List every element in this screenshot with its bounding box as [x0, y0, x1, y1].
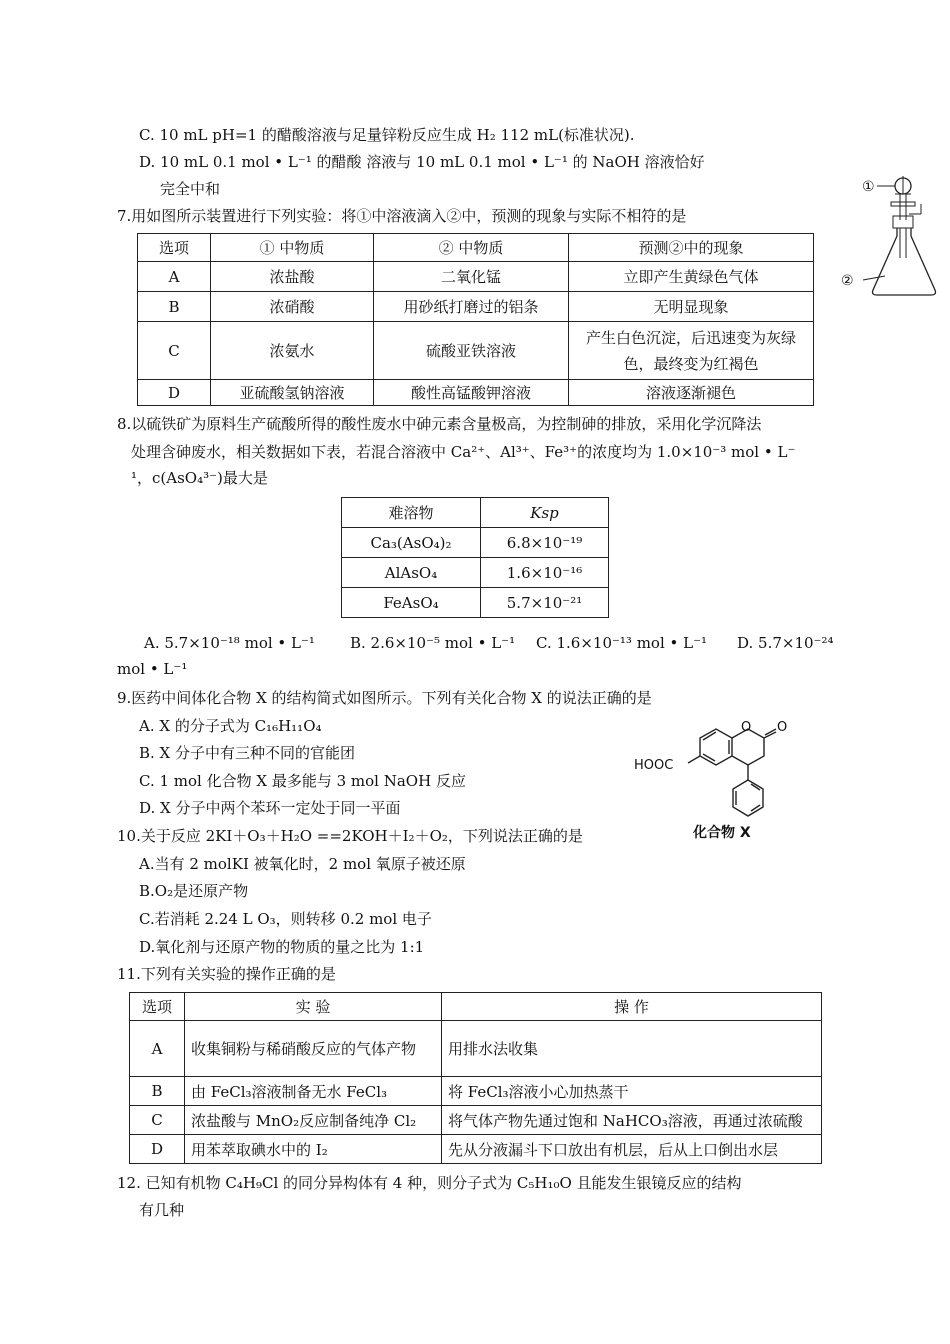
q7-cell: 硫酸亚铁溶液 [374, 322, 569, 380]
hooc-group-label: HOOC [634, 758, 674, 773]
q11-cell: 将 FeCl₃溶液小心加热蒸干 [442, 1077, 822, 1106]
q7-cell: 溶液逐渐褪色 [569, 380, 814, 406]
q7-cell: 用砂纸打磨过的铝条 [374, 292, 569, 322]
ksp-cell: FeAsO₄ [342, 588, 481, 618]
ksp-cell: 5.7×10⁻²¹ [481, 588, 609, 618]
q11-table [129, 992, 822, 1164]
carbonyl-oxygen-label: O [777, 720, 788, 735]
q11-header: 操 作 [442, 993, 822, 1021]
q11-cell: 先从分液漏斗下口放出有机层，后从上口倒出水层 [442, 1135, 822, 1164]
q7-cell: 浓盐酸 [211, 262, 374, 292]
q11-cell: 收集铜粉与稀硝酸反应的气体产物 [185, 1021, 442, 1077]
q8-stem: 8.以硫铁矿为原料生产硫酸所得的酸性废水中砷元素含量极高，为控制砷的排放，采用化学沉降法 [117, 415, 762, 433]
q12-stem: 12. 已知有机物 C₄H₉Cl 的同分异构体有 4 种，则分子式为 C₅H₁₀O 且能发生银镜反应的结构 [117, 1174, 742, 1192]
q7-cell: B [138, 292, 211, 322]
q11-cell: 用苯萃取碘水中的 I₂ [185, 1135, 442, 1164]
q11-header: 选项 [130, 993, 185, 1021]
q7-stem: 7.用如图所示装置进行下列实验：将①中溶液滴入②中，预测的现象与实际不相符的是 [117, 207, 687, 225]
q11-cell: 将气体产物先通过饱和 NaHCO₃溶液，再通过浓硫酸 [442, 1106, 822, 1135]
q7-header: 预测②中的现象 [569, 234, 814, 262]
q6-option-d-cont: 完全中和 [160, 180, 221, 198]
q11-cell: 用排水法收集 [442, 1021, 822, 1077]
q10-stem: 10.关于反应 2KI＋O₃＋H₂O ==2KOH＋I₂＋O₂，下列说法正确的是 [117, 827, 583, 845]
q7-cell: 浓硝酸 [211, 292, 374, 322]
q9-option-a: A. X 的分子式为 C₁₆H₁₁O₄ [139, 717, 322, 735]
q7-cell: 亚硫酸氢钠溶液 [211, 380, 374, 406]
q9-option-b: B. X 分子中有三种不同的官能团 [139, 744, 356, 762]
q7-cell: 无明显现象 [569, 292, 814, 322]
q7-cell: 酸性高锰酸钾溶液 [374, 380, 569, 406]
q11-cell: B [130, 1077, 185, 1106]
ksp-cell: 1.6×10⁻¹⁶ [481, 558, 609, 588]
q11-stem: 11.下列有关实验的操作正确的是 [117, 965, 336, 983]
q8-option-d-unit: mol • L⁻¹ [117, 660, 188, 678]
ksp-header: 难溶物 [342, 498, 481, 528]
q10-option-b: B.O₂是还原产物 [139, 882, 249, 900]
ksp-cell: Ca₃(AsO₄)₂ [342, 528, 481, 558]
compound-x-caption: 化合物 X [693, 825, 751, 841]
q11-cell: 浓盐酸与 MnO₂反应制备纯净 Cl₂ [185, 1106, 442, 1135]
q7-cell: C [138, 322, 211, 380]
q7-cell: 产生白色沉淀，后迅速变为灰绿色，最终变为红褐色 [569, 322, 814, 380]
q7-cell: A [138, 262, 211, 292]
q6-option-c: C. 10 mL pH=1 的醋酸溶液与足量锌粉反应生成 H₂ 112 mL(标准状况). [139, 126, 635, 144]
q7-cell: 立即产生黄绿色气体 [569, 262, 814, 292]
q8-option-a: A. 5.7×10⁻¹⁸ mol • L⁻¹ [144, 634, 315, 652]
q7-table [137, 233, 814, 406]
q8-stem-cont: 处理含砷废水，相关数据如下表，若混合溶液中 Ca²⁺、Al³⁺、Fe³⁺的浓度均为 1.0×10⁻³ mol • L⁻ [131, 443, 796, 461]
q8-option-c: C. 1.6×10⁻¹³ mol • L⁻¹ [536, 634, 708, 652]
ksp-cell: AlAsO₄ [342, 558, 481, 588]
q8-stem-cont: ¹，c(AsO₄³⁻)最大是 [131, 469, 268, 487]
q12-stem-cont: 有几种 [139, 1201, 185, 1219]
q9-option-d: D. X 分子中两个苯环一定处于同一平面 [139, 799, 401, 817]
q10-option-d: D.氧化剂与还原产物的物质的量之比为 1:1 [139, 938, 425, 956]
q11-cell: A [130, 1021, 185, 1077]
q11-cell: D [130, 1135, 185, 1164]
q7-cell: D [138, 380, 211, 406]
q6-option-d: D. 10 mL 0.1 mol • L⁻¹ 的醋酸 溶液与 10 mL 0.1 mol • L⁻¹ 的 NaOH 溶液恰好 [139, 153, 705, 171]
q7-header: 选项 [138, 234, 211, 262]
flask-label-1: ① [862, 179, 875, 195]
q7-cell: 二氧化锰 [374, 262, 569, 292]
q9-stem: 9.医药中间体化合物 X 的结构简式如图所示。下列有关化合物 X 的说法正确的是 [117, 689, 652, 707]
flask-label-2: ② [841, 273, 854, 289]
q8-option-d: D. 5.7×10⁻²⁴ [737, 634, 834, 652]
q7-header: ① 中物质 [211, 234, 374, 262]
q8-option-b: B. 2.6×10⁻⁵ mol • L⁻¹ [350, 634, 516, 652]
q10-option-c: C.若消耗 2.24 L O₃，则转移 0.2 mol 电子 [139, 910, 432, 928]
ksp-header: Ksp [481, 498, 609, 528]
ksp-cell: 6.8×10⁻¹⁹ [481, 528, 609, 558]
q11-header: 实 验 [185, 993, 442, 1021]
q10-option-a: A.当有 2 molKI 被氧化时，2 mol 氧原子被还原 [139, 855, 466, 873]
q9-option-c: C. 1 mol 化合物 X 最多能与 3 mol NaOH 反应 [139, 772, 466, 790]
q7-header: ② 中物质 [374, 234, 569, 262]
q7-cell: 浓氨水 [211, 322, 374, 380]
ksp-table [341, 497, 609, 618]
q11-cell: 由 FeCl₃溶液制备无水 FeCl₃ [185, 1077, 442, 1106]
ring-oxygen-label: O [741, 720, 752, 735]
q11-cell: C [130, 1106, 185, 1135]
